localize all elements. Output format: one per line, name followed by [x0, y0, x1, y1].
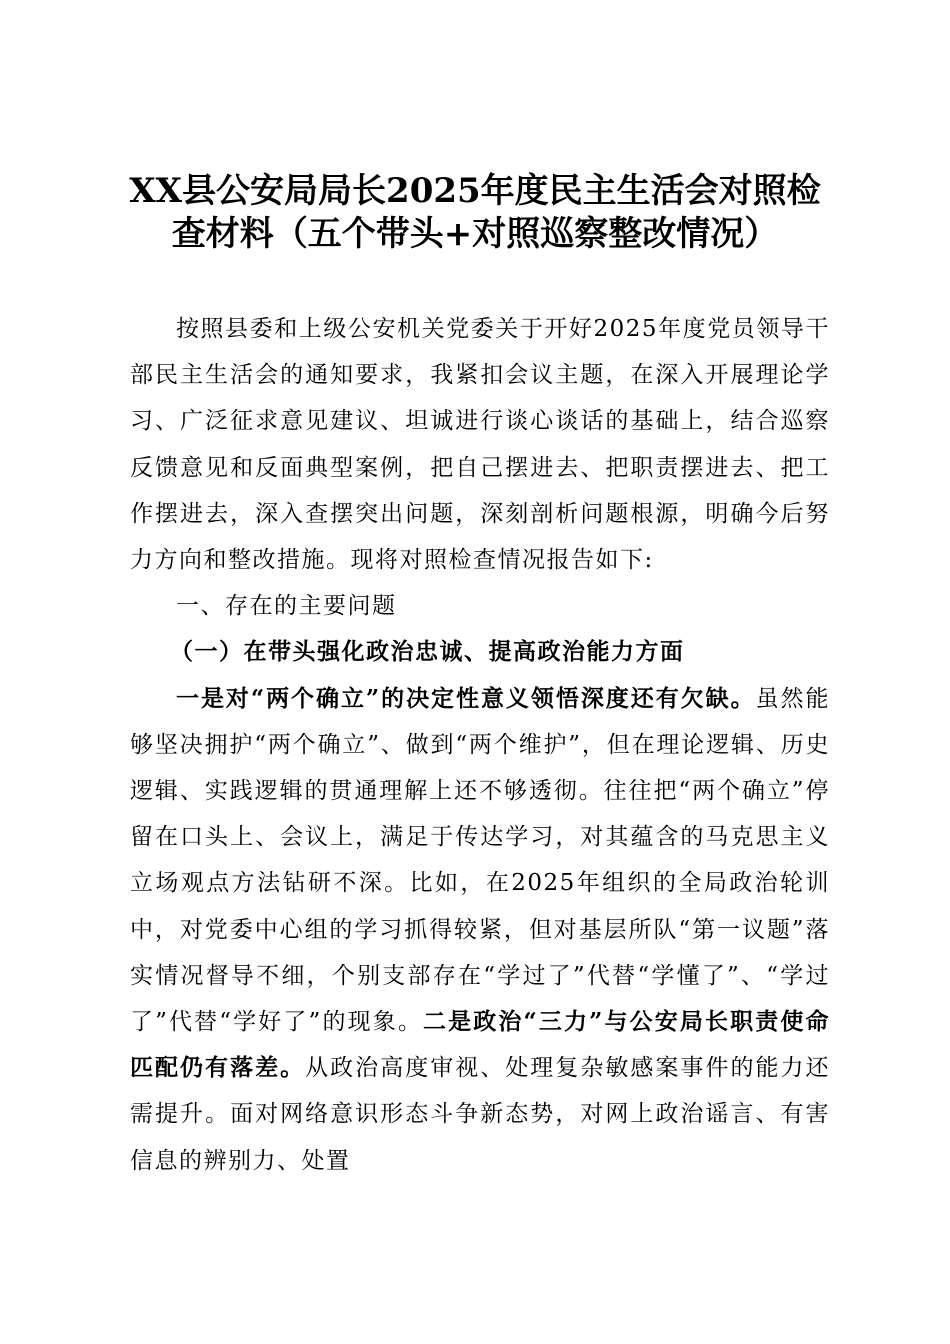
point-1-lead: 一是对“两个确立”的决定性意义领悟深度还有欠缺。 [176, 684, 756, 712]
document-title [100, 170, 850, 256]
point-1-body: 虽然能够坚决拥护“两个确立”、做到“两个维护”，但在理论逻辑、历史逻辑、实践逻辑的贯通理解上还不够透彻。往往把“两个确立”停留在口头上、会议上，满足于传达学习，对其蕴含的马克思主义立场观点方法钻研不深。比如，在2025年组织的全局政治轮训中，对党委中心组的学习抓得较紧，但对基层所队“第一议题”落实情况督导不细，个别支部存在“学过了”代替“学懂了”、“学过了”代替“学好了”的现象。 [130, 685, 831, 1036]
title-line-2: 查材料（五个带头+对照巡察整改情况） [171, 214, 779, 254]
point-2-body: 从政治高度审视、处理复杂敏感案事件的能力还需提升。面对网络意识形态斗争新态势，对网上政治谣言、有害信息的辨别力、处置 [130, 1055, 831, 1174]
point-paragraph-1 [130, 676, 830, 1184]
intro-paragraph: 按照县委和上级公安机关党委关于开好2025年度党员领导干部民主生活会的通知要求，我紧扣会议主题，在深入开展理论学习、广泛征求意见建议、坦诚进行谈心谈话的基础上，结合巡察反馈意见和反面典型案例，把自己摆进去、把职责摆进去、把工作摆进去，深入查摆突出问题，深刻剖析问题根源，明确今后努力方向和整改措施。现将对照检查情况报告如下: [130, 316, 830, 574]
subsection-heading-1: （一）在带头强化政治忠诚、提高政治能力方面 [170, 638, 685, 666]
document-body [130, 306, 830, 1184]
section-heading-1: 一、存在的主要问题 [176, 593, 397, 620]
title-line-1: XX县公安局局长2025年度民主生活会对照检 [129, 171, 821, 211]
point-2-lead: 二是政治“三力”与公安局长职责使命匹配仍有落差。 [130, 1008, 830, 1082]
